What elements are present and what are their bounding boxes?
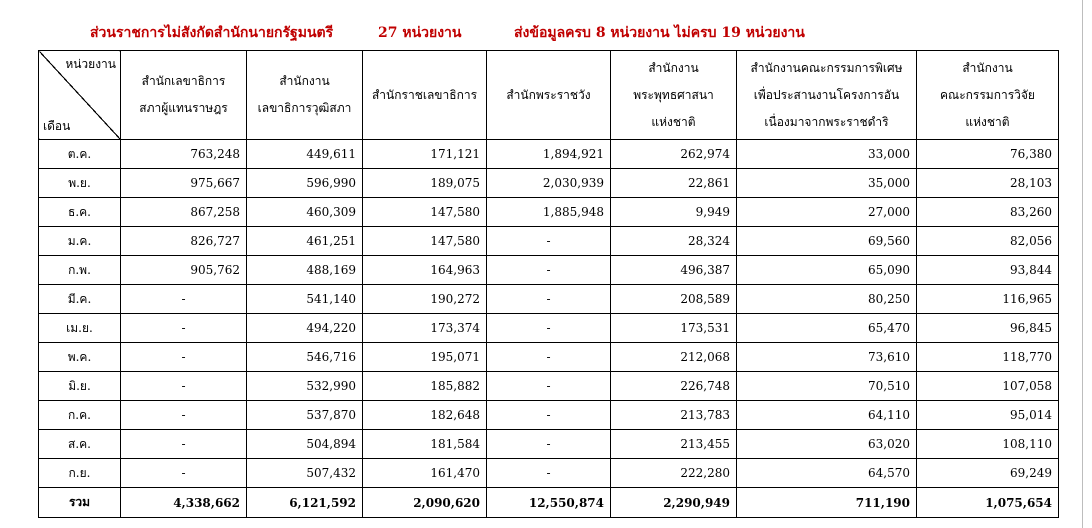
total-value-cell: 6,121,592: [247, 488, 363, 518]
table-row: [39, 256, 1059, 285]
column-header: [363, 51, 487, 140]
column-header-line: พระพุทธศาสนา: [633, 87, 714, 102]
value-cell: 596,990: [247, 169, 363, 198]
value-cell: 65,470: [737, 314, 917, 343]
value-cell: 488,169: [247, 256, 363, 285]
value-cell: 73,610: [737, 343, 917, 372]
value-cell: 449,611: [247, 140, 363, 169]
total-value-cell: 12,550,874: [487, 488, 611, 518]
value-cell: 2,030,939: [487, 169, 611, 198]
value-cell: 1,885,948: [487, 198, 611, 227]
value-cell: 195,071: [363, 343, 487, 372]
value-cell: -: [121, 285, 247, 314]
column-header-line: สภาผู้แทนราษฎร: [139, 101, 228, 115]
value-cell: 95,014: [917, 401, 1059, 430]
value-cell: 826,727: [121, 227, 247, 256]
month-cell: ม.ค.: [39, 227, 121, 256]
column-header-line: สำนักงาน: [648, 60, 699, 75]
value-cell: 460,309: [247, 198, 363, 227]
value-cell: 171,121: [363, 140, 487, 169]
table-row: [39, 169, 1059, 198]
value-cell: -: [121, 401, 247, 430]
report-title: [90, 22, 1080, 44]
column-header-line: เนื่องมาจากพระราชดำริ: [764, 114, 889, 129]
value-cell: -: [121, 372, 247, 401]
table-row: [39, 285, 1059, 314]
value-cell: 504,894: [247, 430, 363, 459]
value-cell: 147,580: [363, 227, 487, 256]
value-cell: 108,110: [917, 430, 1059, 459]
column-header-line: สำนักราชเลขาธิการ: [371, 87, 478, 102]
value-cell: 975,667: [121, 169, 247, 198]
value-cell: -: [121, 343, 247, 372]
table-row: [39, 198, 1059, 227]
value-cell: -: [487, 256, 611, 285]
title-agency-count: 27 หน่วยงาน: [378, 25, 462, 41]
value-cell: 867,258: [121, 198, 247, 227]
total-row: [39, 488, 1059, 518]
value-cell: -: [487, 285, 611, 314]
month-cell: ส.ค.: [39, 430, 121, 459]
table-row: [39, 140, 1059, 169]
corner-agency-label: หน่วยงาน: [65, 57, 116, 71]
column-header-line: สำนักเลขาธิการ: [141, 74, 226, 88]
value-cell: 262,974: [611, 140, 737, 169]
value-cell: 147,580: [363, 198, 487, 227]
column-header-line: เพื่อประสานงานโครงการอัน: [753, 87, 900, 102]
value-cell: 546,716: [247, 343, 363, 372]
value-cell: 496,387: [611, 256, 737, 285]
corner-month-label: เดือน: [43, 119, 71, 133]
total-value-cell: 711,190: [737, 488, 917, 518]
value-cell: 532,990: [247, 372, 363, 401]
total-value-cell: 1,075,654: [917, 488, 1059, 518]
corner-header-cell: [39, 51, 121, 140]
value-cell: 537,870: [247, 401, 363, 430]
value-cell: 65,090: [737, 256, 917, 285]
column-header-line: เลขาธิการวุฒิสภา: [257, 101, 352, 115]
value-cell: 213,783: [611, 401, 737, 430]
column-header: [487, 51, 611, 140]
value-cell: -: [487, 314, 611, 343]
value-cell: -: [487, 227, 611, 256]
value-cell: 80,250: [737, 285, 917, 314]
column-header: [121, 51, 247, 140]
value-cell: 182,648: [363, 401, 487, 430]
value-cell: 107,058: [917, 372, 1059, 401]
value-cell: -: [121, 314, 247, 343]
column-header: [611, 51, 737, 140]
column-header: [917, 51, 1059, 140]
value-cell: 208,589: [611, 285, 737, 314]
value-cell: 35,000: [737, 169, 917, 198]
value-cell: 9,949: [611, 198, 737, 227]
value-cell: 763,248: [121, 140, 247, 169]
value-cell: 64,110: [737, 401, 917, 430]
value-cell: 173,374: [363, 314, 487, 343]
value-cell: 226,748: [611, 372, 737, 401]
value-cell: 33,000: [737, 140, 917, 169]
column-header-line: แห่งชาติ: [651, 114, 696, 129]
value-cell: 64,570: [737, 459, 917, 488]
value-cell: 82,056: [917, 227, 1059, 256]
total-value-cell: 2,090,620: [363, 488, 487, 518]
value-cell: 181,584: [363, 430, 487, 459]
month-cell: มี.ค.: [39, 285, 121, 314]
column-header-line: สำนักพระราชวัง: [506, 87, 591, 102]
month-cell: ก.ค.: [39, 401, 121, 430]
value-cell: 69,560: [737, 227, 917, 256]
value-cell: 96,845: [917, 314, 1059, 343]
value-cell: 116,965: [917, 285, 1059, 314]
value-cell: -: [487, 459, 611, 488]
column-header-line: สำนักงาน: [279, 74, 330, 88]
column-header-line: คณะกรรมการวิจัย: [940, 87, 1035, 102]
title-agency-group: ส่วนราชการไม่สังกัดสำนักนายกรัฐมนตรี: [90, 25, 334, 41]
column-header: [247, 51, 363, 140]
value-cell: 173,531: [611, 314, 737, 343]
value-cell: 905,762: [121, 256, 247, 285]
table-row: [39, 314, 1059, 343]
value-cell: 164,963: [363, 256, 487, 285]
value-cell: 212,068: [611, 343, 737, 372]
value-cell: -: [487, 430, 611, 459]
value-cell: 1,894,921: [487, 140, 611, 169]
value-cell: 28,324: [611, 227, 737, 256]
value-cell: 185,882: [363, 372, 487, 401]
title-submission-status: ส่งข้อมูลครบ 8 หน่วยงาน ไม่ครบ 19 หน่วยงาน: [514, 25, 805, 41]
value-cell: 222,280: [611, 459, 737, 488]
value-cell: 118,770: [917, 343, 1059, 372]
total-label-cell: รวม: [39, 488, 121, 518]
table-row: [39, 459, 1059, 488]
value-cell: -: [487, 401, 611, 430]
value-cell: -: [487, 343, 611, 372]
value-cell: 190,272: [363, 285, 487, 314]
value-cell: 189,075: [363, 169, 487, 198]
total-value-cell: 4,338,662: [121, 488, 247, 518]
column-header-line: สำนักงาน: [962, 60, 1013, 75]
value-cell: -: [487, 372, 611, 401]
month-cell: ก.พ.: [39, 256, 121, 285]
column-header-line: สำนักงานคณะกรรมการพิเศษ: [750, 60, 903, 75]
value-cell: 507,432: [247, 459, 363, 488]
value-cell: -: [121, 459, 247, 488]
month-cell: ธ.ค.: [39, 198, 121, 227]
month-cell: พ.ย.: [39, 169, 121, 198]
value-cell: 22,861: [611, 169, 737, 198]
month-cell: พ.ค.: [39, 343, 121, 372]
value-cell: 76,380: [917, 140, 1059, 169]
month-cell: ก.ย.: [39, 459, 121, 488]
total-value-cell: 2,290,949: [611, 488, 737, 518]
table-row: [39, 401, 1059, 430]
value-cell: 70,510: [737, 372, 917, 401]
value-cell: 28,103: [917, 169, 1059, 198]
column-header-line: แห่งชาติ: [965, 114, 1010, 129]
value-cell: -: [121, 430, 247, 459]
table-row: [39, 372, 1059, 401]
value-cell: 69,249: [917, 459, 1059, 488]
value-cell: 63,020: [737, 430, 917, 459]
table-row: [39, 227, 1059, 256]
agency-monthly-table: [38, 50, 1059, 518]
table-body: [39, 140, 1059, 518]
table-row: [39, 430, 1059, 459]
column-header: [737, 51, 917, 140]
value-cell: 83,260: [917, 198, 1059, 227]
value-cell: 27,000: [737, 198, 917, 227]
table-row: [39, 343, 1059, 372]
value-cell: 461,251: [247, 227, 363, 256]
value-cell: 541,140: [247, 285, 363, 314]
value-cell: 213,455: [611, 430, 737, 459]
month-cell: ต.ค.: [39, 140, 121, 169]
value-cell: 494,220: [247, 314, 363, 343]
header-row: [39, 51, 1059, 140]
value-cell: 93,844: [917, 256, 1059, 285]
month-cell: เม.ย.: [39, 314, 121, 343]
page-edge-line: [1082, 0, 1083, 528]
value-cell: 161,470: [363, 459, 487, 488]
month-cell: มิ.ย.: [39, 372, 121, 401]
